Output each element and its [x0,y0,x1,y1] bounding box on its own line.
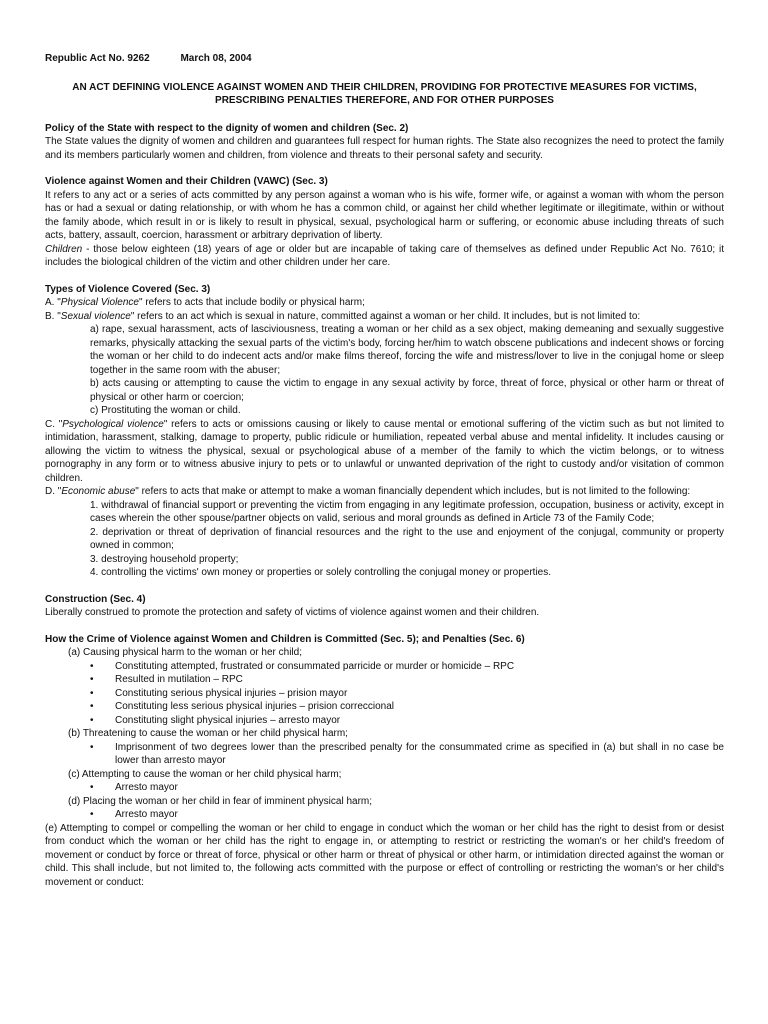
crime-list [45,646,724,822]
section-heading: Construction (Sec. 4) [45,593,146,605]
children-definition: Children - those below eighteen (18) years of age or older but are incapable of taking care of themselves as defined under Republic Act No. 7610; it includes the biological children of the victim and other children under her care. [45,243,724,268]
crime-item-a: (a) Causing physical harm to the woman or her child; [68,647,302,658]
list-item: • Resulted in mutilation – RPC [90,673,724,687]
penalty-list [68,808,724,822]
crime-item-c: (c) Attempting to cause the woman or her child physical harm; [68,768,342,780]
section-heading: How the Crime of Violence against Women and Children is Committed (Sec. 5); and Penalties (Sec. 6) [45,633,525,645]
section-text: Liberally construed to promote the protection and safety of victims of violence against women and their children. [45,607,540,618]
list-item: • Imprisonment of two degrees lower than the prescribed penalty for the consummated crime as specified in (a) but shall in no case be lower than arresto mayor [90,741,724,768]
section-policy [45,122,724,163]
section-heading: Violence against Women and their Children (VAWC) (Sec. 3) [45,176,328,187]
section-types [45,283,724,580]
list-item: 3. destroying household property; [90,553,239,565]
penalty-list [68,781,724,795]
type-d: D. "Economic abuse" refers to acts that make or attempt to make a woman financially dependent which includes, but is not limited to the following: [45,486,691,497]
section-text: The State values the dignity of women and children and guarantees full respect for human rights. The State also recognizes the need to protect the family and its members particularly women and children, from violence and threats to their personal safety and security. [45,136,724,161]
term: Sexual violence [60,310,131,322]
term: Physical Violence [60,297,139,308]
penalty-list [68,741,724,768]
crime-item-e: (e) Attempting to compel or compelling the woman or her child to engage in conduct which the woman or her child has the right to desist from or desist from conduct which the woman or her child has the right to engage in, or attempting to restrict or restricting the woman's or her child's freedom of movement or conduct by force or threat of force, physical or other harm or threat of physical or other harm, or intimidation directed against the woman or child. This shall include, but not limited to, the following acts committed with the purpose or effect of controlling or restricting the woman's or her child's movement or conduct: [45,822,724,888]
term: Children [45,243,83,255]
section-heading: Types of Violence Covered (Sec. 3) [45,283,211,295]
list-item: • Constituting serious physical injuries – prision mayor [90,687,724,701]
list-item: c) Prostituting the woman or child. [90,405,241,416]
section-crime [45,633,724,890]
term: Economic abuse [61,486,136,497]
document-title: AN ACT DEFINING VIOLENCE AGAINST WOMEN AND THEIR CHILDREN, PROVIDING FOR PROTECTIVE MEASURES FOR VICTIMS, PRESCRIBING PENALTIES THEREFORE, AND FOR OTHER PURPOSES [72,81,697,106]
type-b-items [45,323,724,418]
section-heading: Policy of the State with respect to the dignity of women and children (Sec. 2) [45,122,409,134]
section-construction [45,593,724,620]
type-b: B. "Sexual violence" refers to an act which is sexual in nature, committed against a woman or her child. It includes, but is not limited to: [45,310,641,322]
list-item: • Constituting attempted, frustrated or consummated parricide or murder or homicide – RPC [90,660,724,674]
type-d-items [45,499,724,580]
list-item: • Arresto mayor [90,808,724,822]
list-item: b) acts causing or attempting to cause the victim to engage in any sexual activity by force, threat of force, physical or other harm or threat of physical or other harm or coercion; [90,378,724,403]
list-item: 2. deprivation or threat of deprivation of financial resources and the right to the use and enjoyment of the conjugal, community or property owned in common; [90,526,724,551]
type-a: A. "Physical Violence" refers to acts that include bodily or physical harm; [45,297,365,308]
act-number: Republic Act No. 9262 [45,53,150,64]
list-item: a) rape, sexual harassment, acts of lasciviousness, treating a woman or her child as a sex object, making demeaning and sexually suggestive remarks, physically attacking the sexual parts of the victim's body, forcing her/him to watch obscene publications and indecent shows or forcing the woman or her child to do indecent acts and/or make films thereof, forcing the wife and mistress/lover to live in the conjugal home or sleep together in the same room with the abuser; [90,324,724,376]
list-item: 1. withdrawal of financial support or preventing the victim from engaging in any legitimate profession, occupation, business or activity, except in cases wherein the other spouse/partner objects on valid, serious and moral grounds as defined in Article 73 of the Family Code; [90,499,724,524]
list-item: 4. controlling the victims' own money or properties or solely controlling the conjugal money or properties. [90,567,552,578]
document-header [45,52,724,66]
type-c: C. "Psychological violence" refers to acts or omissions causing or likely to cause mental or emotional suffering of the victim such as but not limited to intimidation, harassment, stalking, damage to property, public ridicule or humiliation, repeated verbal abuse and mental infidelity. It includes causing or allowing the victim to witness the physical, sexual or psychological abuse of a member of the family to which the victim belongs, or to witness pornography in any form or to witness abusive injury to pets or to unlawful or unwanted deprivation of the right to custody and/or visitation of common children. [45,418,724,484]
list-item: • Arresto mayor [90,781,724,795]
act-date: March 08, 2004 [180,53,252,64]
term: Psychological violence [62,418,164,430]
crime-item-b: (b) Threatening to cause the woman or her child physical harm; [68,728,348,739]
penalty-list [68,660,724,728]
section-text: It refers to any act or a series of acts committed by any person against a woman who is his wife, former wife, or against a woman with whom the person has or had a sexual or dating relationship, or with whom he has a common child, or against her child whether legitimate or illegitimate, within or without the family abode, which result in or is likely to result in physical, sexual, psychological harm or suffering, or economic abuse including threats of such acts, battery, assault, coercion, harassment or arbitrary deprivation of liberty. [45,189,724,241]
section-vawc [45,175,724,270]
list-item: • Constituting slight physical injuries – arresto mayor [90,714,724,728]
list-item: • Constituting less serious physical injuries – prision correccional [90,700,724,714]
crime-item-d: (d) Placing the woman or her child in fear of imminent physical harm; [68,795,373,807]
